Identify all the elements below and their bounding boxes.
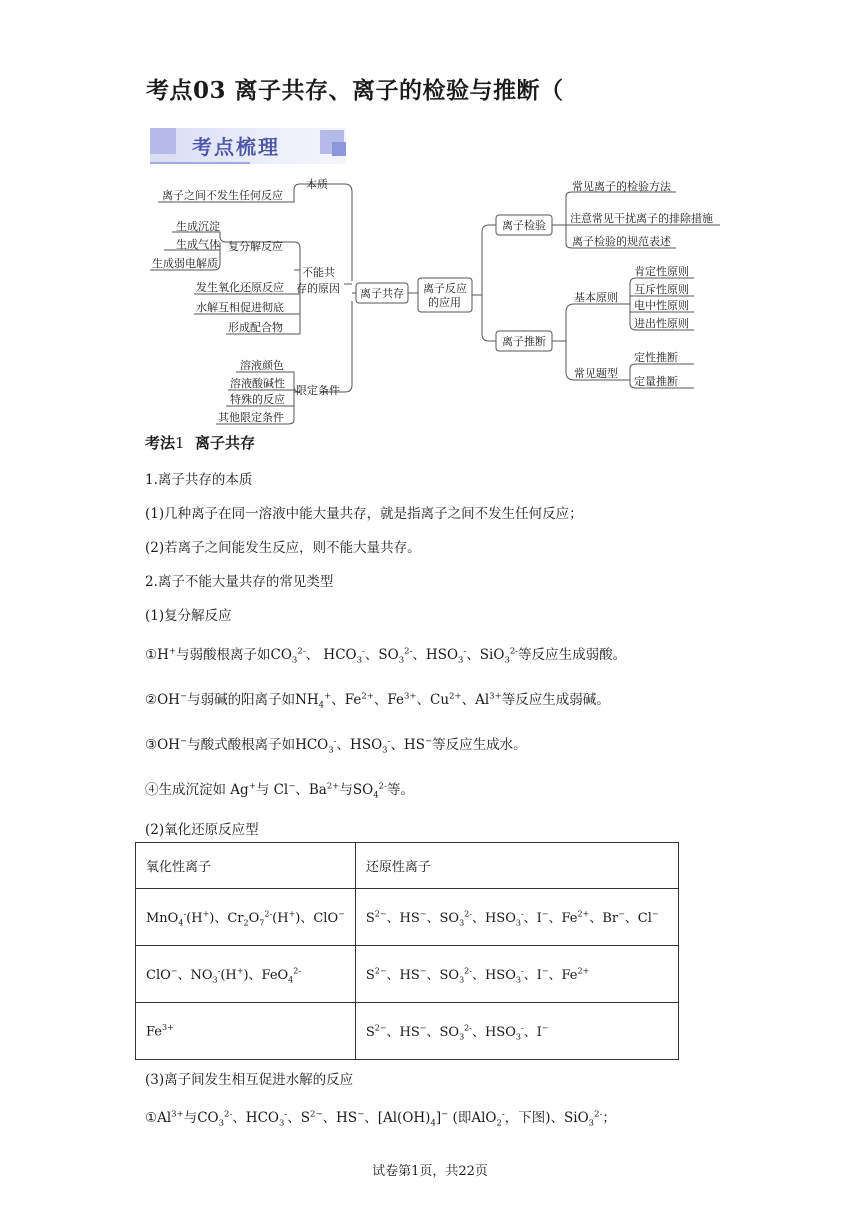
mm-essence: 本质 <box>306 178 328 191</box>
mm-acidity: 溶液酸碱性 <box>230 377 285 390</box>
header-oxidizing: 氧化性离子 <box>136 843 356 889</box>
mm-complex: 形成配合物 <box>228 321 283 334</box>
mm-conditions: 限定条件 <box>296 384 340 397</box>
paragraph-formula: ②OH−与弱碱的阳离子如$NH_4^+$、$Fe^{2+}$、$Fe^{3+}$、$Cu^{2+}$、$Al^{3+}$等反应生成弱碱。 <box>145 691 610 711</box>
paragraph: (1)复分解反应 <box>145 608 232 624</box>
mm-center: 离子共存 <box>360 287 404 300</box>
mm-redox: 发生氧化还原反应 <box>196 281 284 294</box>
paragraph-formula: $①Al^{3+}$与$CO_3^{2-}$、$HCO_3^-$、$S^{2-}$、HS−、$[Al(OH)_4]^-$ (即AlO$_2$-，下图)、SiO$_3^{2-}$； <box>145 1109 616 1129</box>
mm-detect-interference: 注意常见干扰离子的排除措施 <box>570 212 713 225</box>
mm-principle-2: 互斥性原则 <box>634 283 689 296</box>
section-heading <box>145 432 255 453</box>
mm-application-line2: 的应用 <box>428 296 461 309</box>
page-title: 考点03 离子共存、离子的检验与推断（ <box>146 77 564 104</box>
mm-essence-leaf: 离子之间不发生任何反应 <box>162 189 283 202</box>
table-cell: $S^{2-}$、HS−、$SO_3^{2-}$、$HSO_3^-$、I−、$Fe^{2+}$、Br−、Cl− <box>355 889 678 946</box>
mm-hydrolysis: 水解互相促进彻底 <box>196 301 284 314</box>
mm-gas: 生成气体 <box>176 238 220 251</box>
mm-detect-expression: 离子检验的规范表述 <box>572 235 671 248</box>
paragraph: (2)氧化还原反应型 <box>145 822 259 838</box>
header-reducing: 还原性离子 <box>355 843 678 889</box>
paragraph-formula: ④生成沉淀如 Ag+与 Cl−、$Ba^{2+}$与$SO_4^{2-}$等。 <box>145 781 414 801</box>
mm-principle-1: 肯定性原则 <box>634 265 689 278</box>
paragraph-formula: ③OH−与酸式酸根离子如$HCO_3^-$、$HSO_3^-$、HS−等反应生成水。 <box>145 736 527 756</box>
mm-detect-method: 常见离子的检验方法 <box>572 180 671 193</box>
section-prefix: 考法 <box>145 434 176 452</box>
section-title: 离子共存 <box>195 434 256 452</box>
mm-inference: 离子推断 <box>502 335 546 348</box>
mm-detection: 离子检验 <box>502 219 546 232</box>
mm-cause-line1: 不能共 <box>302 266 335 279</box>
mm-principles: 基本原则 <box>574 291 618 304</box>
mm-principle-4: 进出性原则 <box>634 317 689 330</box>
mm-weak-electrolyte: 生成弱电解质 <box>152 257 218 270</box>
mm-type-1: 定性推断 <box>634 351 678 364</box>
mind-map <box>0 170 860 424</box>
mm-types: 常见题型 <box>574 367 618 380</box>
table-cell: $Fe^{3+}$ <box>136 1003 356 1060</box>
paragraph-formula: ①H+与弱酸根离子如$CO_3^{2-}$、 $HCO_3^-$、$SO_3^{2-}$、$HSO_3^-$、SiO$_3^{2-}$等反应生成弱酸。 <box>145 646 627 666</box>
section-banner <box>150 128 346 164</box>
section-num: 1 <box>175 434 185 452</box>
mm-special: 特殊的反应 <box>230 393 285 406</box>
paragraph: (1)几种离子在同一溶液中能大量共存，就是指离子之间不发生任何反应； <box>145 506 583 522</box>
mm-cause-line2: 存的原因 <box>296 282 340 295</box>
table-cell: ClO−、$NO_3^-(H^+)$、FeO$_4^{2-}$ <box>136 946 356 1003</box>
mm-precipitate: 生成沉淀 <box>176 220 220 233</box>
paragraph: (2)若离子之间能发生反应，则不能大量共存。 <box>145 540 421 556</box>
mm-other-conditions: 其他限定条件 <box>218 411 284 424</box>
mm-principle-3: 电中性原则 <box>634 299 689 312</box>
mm-double-decomp: 复分解反应 <box>228 240 283 253</box>
page-footer: 试卷第1页，共22页 <box>372 1164 488 1179</box>
mm-type-2: 定量推断 <box>634 375 678 388</box>
paragraph: 2.离子不能大量共存的常见类型 <box>145 574 334 590</box>
table-cell: $S^{2-}$、HS−、$SO_3^{2-}$、$HSO_3^-$、I− <box>355 1003 678 1060</box>
paragraph: (3)离子间发生相互促进水解的反应 <box>145 1072 354 1088</box>
banner-label: 考点梳理 <box>192 135 280 159</box>
paragraph: 1.离子共存的本质 <box>145 472 253 488</box>
mm-color: 溶液颜色 <box>240 359 284 372</box>
table-cell: $S^{2-}$、HS−、$SO_3^{2-}$、$HSO_3^-$、I−、$Fe^{2+}$ <box>355 946 678 1003</box>
redox-table <box>135 842 679 1060</box>
banner-square-icon <box>150 128 176 154</box>
mm-application-line1: 离子反应 <box>423 282 467 295</box>
table-cell: MnO$_4$-(H+)、$Cr_2O_7^{2-}(H^+)$、ClO− <box>136 889 356 946</box>
